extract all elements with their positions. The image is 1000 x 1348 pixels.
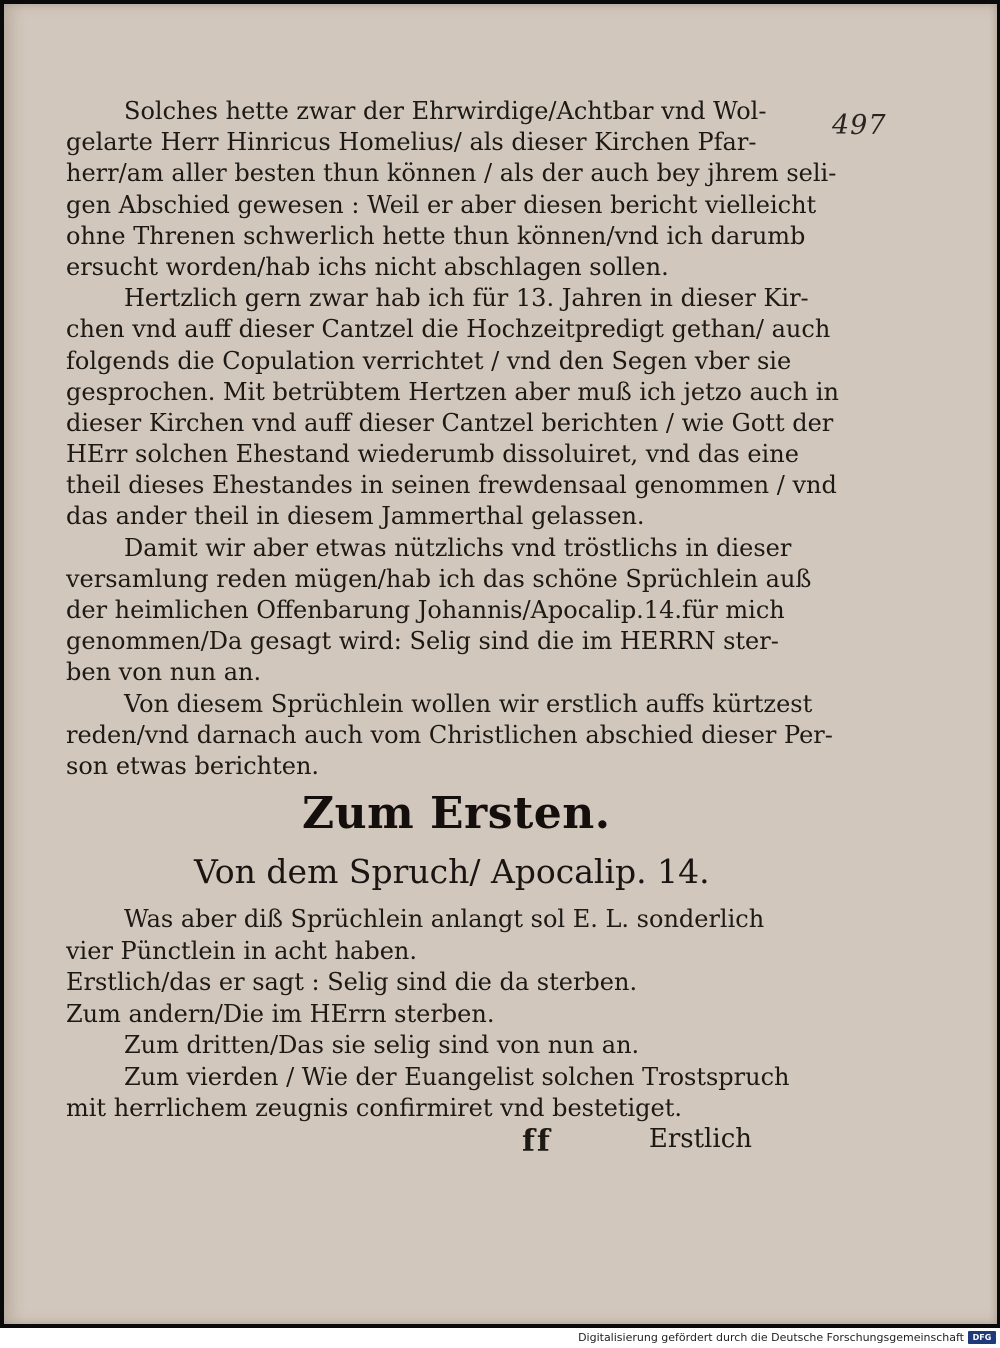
text-line: Zum dritten/Das sie selig sind von nun an. bbox=[124, 1031, 640, 1059]
text-line: mit herrlichem zeugnis confirmiret vnd bestetiget. bbox=[66, 1094, 683, 1122]
text-line: genommen/Da gesagt wird: Selig sind die im HERRN ster- bbox=[66, 627, 779, 656]
footer-bar bbox=[0, 1328, 1000, 1348]
body-text bbox=[66, 96, 839, 782]
text-line: Damit wir aber etwas nützlichs vnd tröstlichs in dieser bbox=[124, 533, 792, 562]
dfg-logo: DFG bbox=[968, 1331, 996, 1344]
text-line: folgends die Copulation verrichtet / vnd den Segen vber sie bbox=[66, 346, 792, 375]
text-line: ben von nun an. bbox=[66, 658, 262, 687]
text-line: gelarte Herr Hinricus Homelius/ als dieser Kirchen Pfar- bbox=[66, 128, 757, 157]
book-page bbox=[4, 4, 997, 1324]
text-line: dieser Kirchen vnd auff dieser Cantzel berichten / wie Gott der bbox=[66, 408, 834, 437]
text-line: Zum vierden / Wie der Euangelist solchen Trostspruch bbox=[124, 1062, 790, 1091]
text-line: Zum andern/Die im HErrn sterben. bbox=[66, 999, 495, 1028]
section-subheading: Von dem Spruch/ Apocalip. 14. bbox=[194, 852, 710, 891]
section-heading: Zum Ersten. bbox=[302, 788, 611, 839]
text-line: gen Abschied gewesen : Weil er aber diesen bericht vielleicht bbox=[66, 190, 817, 219]
signature-mark: ff bbox=[522, 1124, 552, 1159]
page-foot-row bbox=[66, 1124, 752, 1160]
text-line: gesprochen. Mit betrübtem Hertzen aber muß ich jetzo auch in bbox=[66, 377, 839, 406]
text-line: vier Pünctlein in acht haben. bbox=[66, 936, 417, 965]
text-line: HErr solchen Ehestand wiederumb dissoluiret, vnd das eine bbox=[66, 440, 799, 469]
text-line: son etwas berichten. bbox=[66, 751, 320, 780]
text-line: chen vnd auff dieser Cantzel die Hochzeitpredigt gethan/ auch bbox=[66, 315, 831, 344]
text-line: reden/vnd darnach auch vom Christlichen abschied dieser Per- bbox=[66, 720, 833, 749]
text-line: theil dieses Ehestandes in seinen frewdensaal genommen / vnd bbox=[66, 471, 837, 500]
text-line: ersucht worden/hab ichs nicht abschlagen sollen. bbox=[66, 252, 669, 281]
text-line: das ander theil in diesem Jammerthal gelassen. bbox=[66, 502, 645, 531]
funding-credit: Digitalisierung gefördert durch die Deutsche Forschungsgemeinschaft bbox=[578, 1331, 964, 1344]
catchword: Erstlich bbox=[648, 1124, 752, 1154]
text-line: Was aber diß Sprüchlein anlangt sol E. L. sonderlich bbox=[124, 905, 765, 933]
text-line: der heimlichen Offenbarung Johannis/Apocalip.14.für mich bbox=[66, 596, 785, 624]
text-line: Von diesem Sprüchlein wollen wir erstlich auffs kürtzest bbox=[124, 689, 813, 718]
text-line: ohne Threnen schwerlich hette thun können/vnd ich darumb bbox=[66, 221, 806, 250]
text-line: Erstlich/das er sagt : Selig sind die da sterben. bbox=[66, 968, 638, 996]
points-text bbox=[66, 904, 790, 1125]
text-line: Hertzlich gern zwar hab ich für 13. Jahren in dieser Kir- bbox=[124, 284, 809, 313]
text-line: Solches hette zwar der Ehrwirdige/Achtbar vnd Wol- bbox=[124, 97, 767, 125]
page-number: 497 bbox=[832, 110, 887, 141]
text-line: versamlung reden mügen/hab ich das schöne Sprüchlein auß bbox=[66, 564, 812, 593]
text-line: herr/am aller besten thun können / als der auch bey jhrem seli- bbox=[66, 159, 837, 188]
